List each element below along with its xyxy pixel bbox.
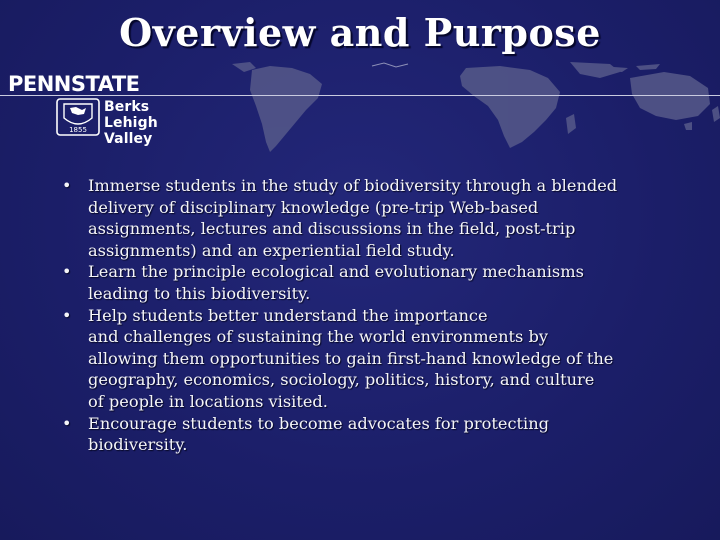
bullet-text: Learn the principle ecological and evolutionary mechanisms leading to this biodiversity. xyxy=(88,262,584,303)
bullet-icon: • xyxy=(62,305,72,325)
bullet-text: Help students better understand the importance and challenges of sustaining the world environments by allowing them opportunities to gain first-hand knowledge of the geography, economics, sociology, politics, history, and culture of people in locations visited. xyxy=(88,305,614,411)
bullet-text: Encourage students to become advocates for protecting biodiversity. xyxy=(88,413,549,455)
campus-line-1: Berks xyxy=(104,99,150,115)
slide-title: Overview and Purpose xyxy=(119,10,601,55)
seal-year: 1855 xyxy=(69,126,87,134)
bullet-item xyxy=(62,261,672,304)
bullet-text: Immerse students in the study of biodiversity through a blended delivery of disciplinary knowledge (pre-trip Web-based assignments, lectures and discussions in the field, post-trip assignments) and an experiential field study. xyxy=(88,176,618,260)
bullet-item xyxy=(62,413,672,456)
bullet-list xyxy=(62,175,672,456)
logo-wordmark: PENNSTATE xyxy=(8,72,140,96)
bullet-icon: • xyxy=(62,262,72,282)
campus-line-2: Lehigh Valley xyxy=(104,115,158,147)
bullet-item xyxy=(62,305,672,413)
bullet-item xyxy=(62,175,672,261)
bullet-icon: • xyxy=(62,413,72,433)
bullet-icon: • xyxy=(62,176,72,195)
campus-name xyxy=(104,99,208,147)
nittany-lion-seal-icon xyxy=(56,98,100,136)
pennstate-logo xyxy=(8,72,208,147)
